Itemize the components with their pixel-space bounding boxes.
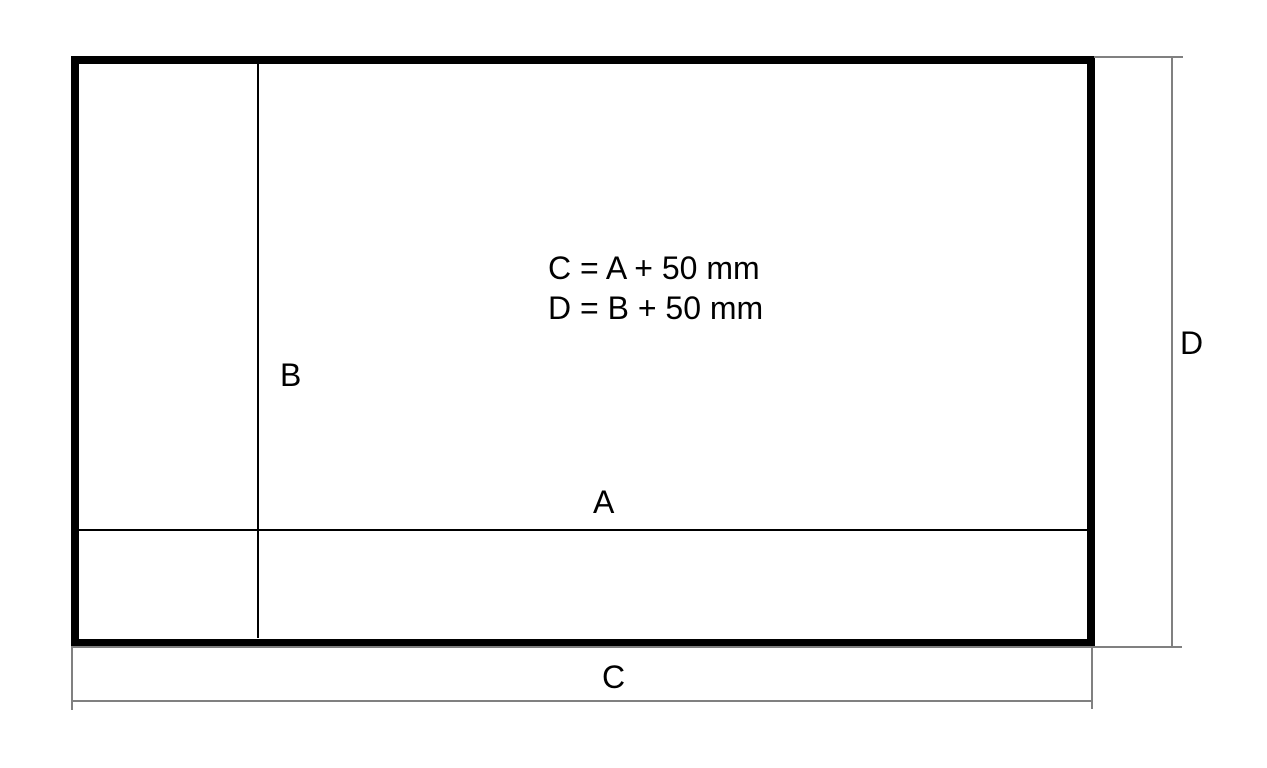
c-dimension-top-line [71, 646, 1182, 648]
d-extension-line-top [1094, 56, 1183, 58]
label-a: A [593, 484, 615, 520]
c-extension-line-left [71, 647, 73, 710]
formula-line-d: D = B + 50 mm [548, 290, 764, 326]
label-d: D [1180, 325, 1204, 361]
label-b: B [280, 357, 302, 393]
formula-annotation [548, 248, 763, 328]
c-dimension-bottom-line [71, 700, 1093, 702]
c-extension-line-right [1091, 647, 1093, 709]
outer-rectangle [71, 56, 1095, 647]
label-c: C [602, 659, 626, 695]
a-dimension-line [79, 529, 1087, 531]
d-dimension-line [1171, 57, 1173, 646]
formula-line-c: C = A + 50 mm [548, 250, 760, 286]
b-dimension-line [257, 64, 259, 638]
